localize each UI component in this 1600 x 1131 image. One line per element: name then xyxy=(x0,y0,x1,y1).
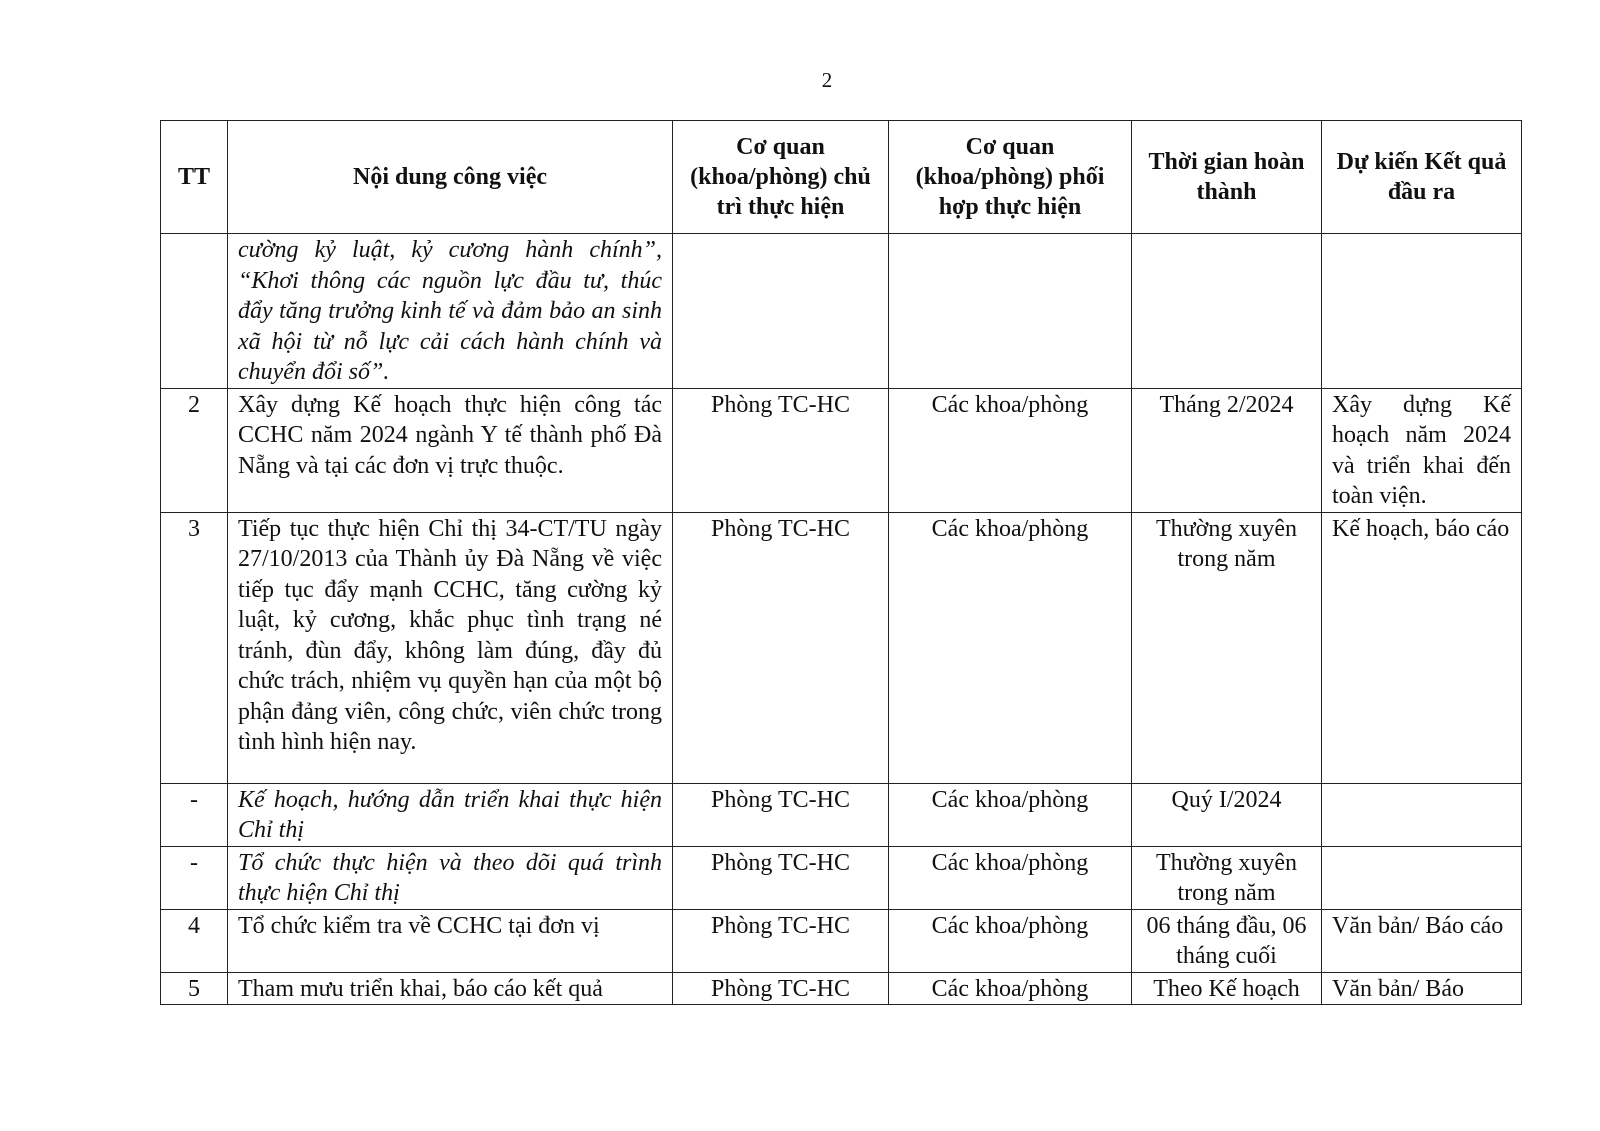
header-tt: TT xyxy=(161,121,228,234)
cell-lead: Phòng TC-HC xyxy=(673,846,889,909)
cell-coordinate: Các khoa/phòng xyxy=(889,909,1132,972)
cell-deadline: Thường xuyên trong năm xyxy=(1132,512,1322,783)
cell-lead: Phòng TC-HC xyxy=(673,388,889,512)
table-row xyxy=(161,234,1522,389)
cell-lead: Phòng TC-HC xyxy=(673,972,889,1005)
cell-lead: Phòng TC-HC xyxy=(673,909,889,972)
cell-tt: 2 xyxy=(161,388,228,512)
cell-output xyxy=(1322,783,1522,846)
cell-tt: 4 xyxy=(161,909,228,972)
cell-output: Kế hoạch, báo cáo xyxy=(1322,512,1522,783)
header-deadline: Thời gian hoàn thành xyxy=(1132,121,1322,234)
cell-coordinate xyxy=(889,234,1132,389)
header-lead-unit: Cơ quan (khoa/phòng) chủ trì thực hiện xyxy=(673,121,889,234)
cell-tt: 3 xyxy=(161,512,228,783)
cell-content: Xây dựng Kế hoạch thực hiện công tác CCHC năm 2024 ngành Y tế thành phố Đà Nẵng và tại các đơn vị trực thuộc. xyxy=(228,388,673,512)
table-row xyxy=(161,783,1522,846)
cell-deadline: Quý I/2024 xyxy=(1132,783,1322,846)
cell-coordinate: Các khoa/phòng xyxy=(889,783,1132,846)
cell-coordinate: Các khoa/phòng xyxy=(889,972,1132,1005)
page-number: 2 xyxy=(821,68,833,92)
cell-content: Tổ chức thực hiện và theo dõi quá trình thực hiện Chỉ thị xyxy=(228,846,673,909)
cell-lead: Phòng TC-HC xyxy=(673,783,889,846)
cell-tt: - xyxy=(161,783,228,846)
cell-deadline: Theo Kế hoạch xyxy=(1132,972,1322,1005)
cell-lead: Phòng TC-HC xyxy=(673,512,889,783)
cell-content: Kế hoạch, hướng dẫn triển khai thực hiện Chỉ thị xyxy=(228,783,673,846)
cell-output: Văn bản/ Báo xyxy=(1322,972,1522,1005)
cell-deadline xyxy=(1132,234,1322,389)
cell-content: Tham mưu triển khai, báo cáo kết quả xyxy=(228,972,673,1005)
table-row xyxy=(161,972,1522,1005)
cell-content: Tiếp tục thực hiện Chỉ thị 34-CT/TU ngày 27/10/2013 của Thành ủy Đà Nẵng về việc tiếp tục đẩy mạnh CCHC, tăng cường kỷ luật, kỷ cương, khắc phục tình trạng né tránh, đùn đẩy, không làm đúng, đầy đủ chức trách, nhiệm vụ quyền hạn của một bộ phận đảng viên, công chức, viên chức trong tình hình hiện nay. xyxy=(228,512,673,783)
cell-tt xyxy=(161,234,228,389)
table-header-row xyxy=(161,121,1522,234)
cell-content: Tổ chức kiểm tra về CCHC tại đơn vị xyxy=(228,909,673,972)
cell-content: cường kỷ luật, kỷ cương hành chính”, “Khơi thông các nguồn lực đầu tư, thúc đẩy tăng trưởng kinh tế và đảm bảo an sinh xã hội từ nỗ lực cải cách hành chính và chuyển đổi số”. xyxy=(228,234,673,389)
table-row xyxy=(161,512,1522,783)
cell-deadline: Tháng 2/2024 xyxy=(1132,388,1322,512)
work-plan-table xyxy=(160,120,1522,1005)
cell-coordinate: Các khoa/phòng xyxy=(889,846,1132,909)
cell-output: Văn bản/ Báo cáo xyxy=(1322,909,1522,972)
table-row xyxy=(161,909,1522,972)
cell-coordinate: Các khoa/phòng xyxy=(889,512,1132,783)
table-row xyxy=(161,846,1522,909)
table-row xyxy=(161,388,1522,512)
header-coordinate-unit: Cơ quan (khoa/phòng) phối hợp thực hiện xyxy=(889,121,1132,234)
header-content: Nội dung công việc xyxy=(228,121,673,234)
cell-coordinate: Các khoa/phòng xyxy=(889,388,1132,512)
cell-output: Xây dựng Kế hoạch năm 2024 và triển khai đến toàn viện. xyxy=(1322,388,1522,512)
cell-deadline: 06 tháng đầu, 06 tháng cuối xyxy=(1132,909,1322,972)
cell-output xyxy=(1322,234,1522,389)
cell-tt: 5 xyxy=(161,972,228,1005)
cell-tt: - xyxy=(161,846,228,909)
cell-output xyxy=(1322,846,1522,909)
header-expected-output: Dự kiến Kết quả đầu ra xyxy=(1322,121,1522,234)
cell-lead xyxy=(673,234,889,389)
cell-deadline: Thường xuyên trong năm xyxy=(1132,846,1322,909)
